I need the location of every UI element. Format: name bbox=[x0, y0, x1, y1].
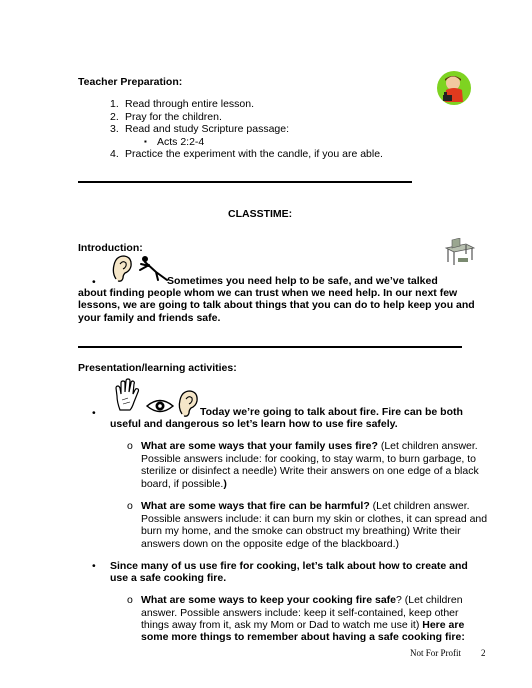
ear-icon bbox=[110, 253, 134, 283]
prep-item-4-num: 4. bbox=[110, 148, 119, 160]
scripture-reference: Acts 2:2-4 bbox=[157, 136, 205, 148]
q3-here-are: Here are bbox=[419, 619, 465, 631]
prep-item-4: Practice the experiment with the candle, if you are able. bbox=[125, 148, 383, 160]
q3-line-4: some more things to remember about having a safe cooking fire: bbox=[141, 631, 465, 643]
prep-item-1: Read through entire lesson. bbox=[125, 98, 254, 110]
intro-line-4: your family and friends safe. bbox=[78, 312, 221, 324]
prep-item-1-num: 1. bbox=[110, 98, 119, 110]
bullet-2-line-2: use a safe cooking fire. bbox=[110, 572, 227, 584]
q2-marker: o bbox=[127, 500, 133, 512]
hand-icon bbox=[114, 378, 140, 412]
q3-question: What are some ways to keep your cooking fire safe bbox=[141, 594, 396, 606]
q2-line-2: Possible answers include: it can burn my skin or clothes, it can spread and bbox=[141, 513, 488, 525]
page-number: 2 bbox=[481, 648, 486, 658]
intro-bullet: • bbox=[92, 276, 96, 288]
ear-icon bbox=[176, 388, 200, 418]
prep-item-3-num: 3. bbox=[110, 123, 119, 135]
scripture-bullet: ▪ bbox=[144, 137, 147, 146]
q3-prompt: ? (Let children bbox=[396, 594, 463, 606]
q3-line-2: answer. Possible answers include: keep it self-contained, keep other bbox=[141, 607, 459, 619]
q3-marker: o bbox=[127, 594, 133, 606]
footer-text: Not For Profit bbox=[410, 648, 462, 658]
presentation-bullet: • bbox=[92, 407, 96, 419]
q2-prompt: (Let children answer. bbox=[372, 500, 470, 512]
q2-question: What are some ways that fire can be harmful? bbox=[141, 500, 370, 512]
stretching-person-icon bbox=[136, 254, 170, 282]
q1-question: What are some ways that your family uses fire? bbox=[141, 440, 378, 452]
q1-marker: o bbox=[127, 440, 133, 452]
q1-prompt: (Let children answer. bbox=[380, 440, 478, 452]
intro-line-1: Sometimes you need help to be safe, and we’ve talked bbox=[167, 275, 438, 287]
q1-line-1 bbox=[141, 440, 478, 453]
q3-line-3-text: things away from it, ask my Mom or Dad to watch me use it) bbox=[141, 619, 420, 631]
q2-line-1 bbox=[141, 500, 470, 513]
q1-line-4-text: board, if possible. bbox=[141, 478, 224, 490]
divider-1 bbox=[78, 181, 412, 183]
eye-icon bbox=[146, 398, 174, 414]
q3-line-1 bbox=[141, 594, 463, 607]
q2-line-3: burn my home, and the smoke can obstruct my breathing) Write their bbox=[141, 525, 461, 537]
q1-close-paren: ) bbox=[223, 478, 227, 490]
q2-line-4: answers down on the opposite edge of the blackboard.) bbox=[141, 538, 400, 550]
prep-item-2: Pray for the children. bbox=[125, 111, 222, 123]
intro-line-3: lessons, we are going to talk about things that you can do to help keep you and bbox=[78, 299, 475, 311]
intro-line-2: about finding people whom we can trust when we need help. In our next few bbox=[78, 287, 458, 299]
prep-item-2-num: 2. bbox=[110, 111, 119, 123]
desk-icon bbox=[444, 238, 476, 268]
teacher-prep-heading: Teacher Preparation: bbox=[78, 76, 183, 88]
teacher-icon bbox=[436, 70, 472, 106]
presentation-line-1: Today we’re going to talk about fire. Fire can be both bbox=[200, 406, 463, 418]
q1-line-3: sterilize or disinfect a needle) Write their answers on one edge of a black bbox=[141, 465, 479, 477]
prep-item-3: Read and study Scripture passage: bbox=[125, 123, 290, 135]
bullet-2: • bbox=[92, 560, 96, 572]
q1-line-4 bbox=[141, 478, 227, 491]
divider-2 bbox=[78, 346, 462, 348]
bullet-2-line-1: Since many of us use fire for cooking, let’s talk about how to create and bbox=[110, 560, 468, 572]
presentation-line-2: useful and dangerous so let’s learn how to use fire safely. bbox=[110, 418, 398, 430]
classtime-heading: CLASSTIME: bbox=[228, 208, 293, 220]
presentation-heading: Presentation/learning activities: bbox=[78, 362, 237, 374]
q1-line-2: Possible answers include: for cooking, to stay warm, to burn garbage, to bbox=[141, 453, 477, 465]
introduction-heading: Introduction: bbox=[78, 242, 143, 254]
